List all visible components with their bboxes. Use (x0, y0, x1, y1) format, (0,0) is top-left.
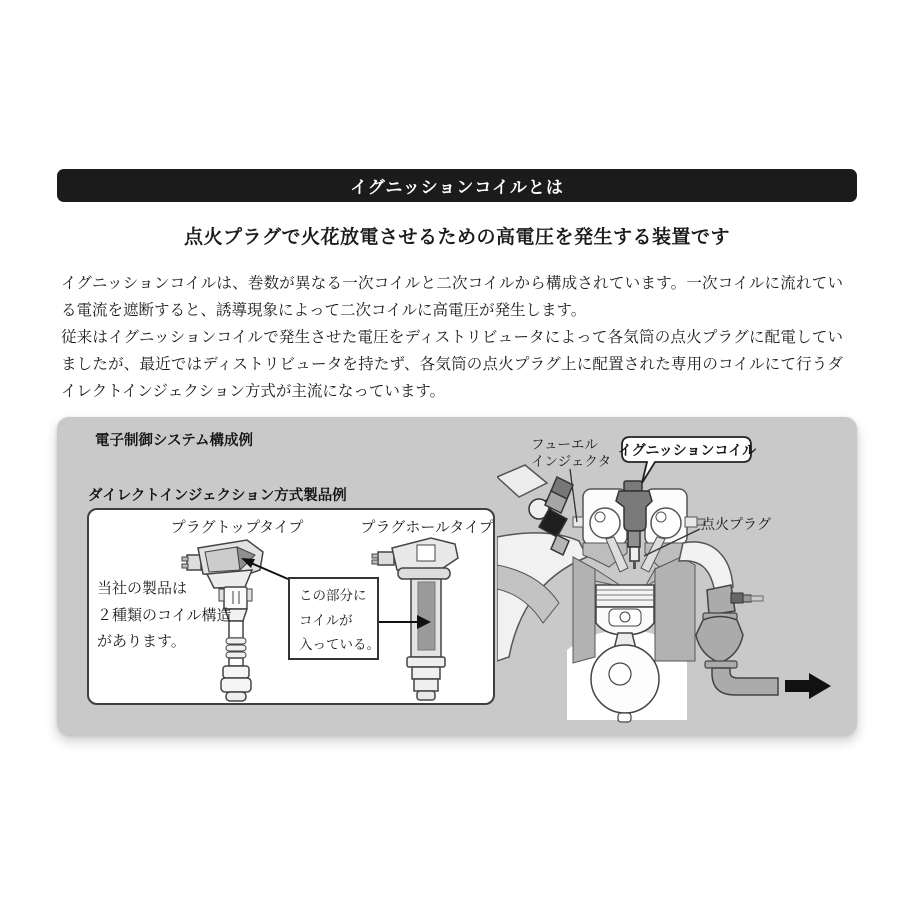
engine-cross-section (497, 425, 855, 725)
body-text (61, 270, 843, 405)
fuel-injector-label-line1: フューエル (531, 437, 598, 452)
section-title-bar (57, 169, 857, 202)
diagram-panel (57, 417, 857, 735)
company-note-line1: 当社の製品は (97, 580, 188, 597)
paragraph-2: 従来はイグニッションコイルで発生させた電圧をディストリビュータによって各気筒の点火プラグに配電していましたが、最近ではディストリビュータを持たず、各気筒の点火プラグ上に配置された専用のコイルにて行うダイレクトインジェクション方式が主流になっています。 (61, 329, 843, 400)
company-note-line2: ２種類のコイル構造 (97, 606, 232, 624)
coil-callout-box (288, 577, 379, 660)
fuel-injector-label (531, 437, 611, 470)
company-note (97, 576, 232, 656)
ignition-coil-bubble (618, 437, 757, 483)
company-note-line3: があります。 (97, 633, 186, 650)
plug-hole-type-label: プラグホールタイプ (360, 519, 494, 536)
product-example-label: ダイレクトインジェクション方式製品例 (88, 488, 347, 504)
flow-arrow-icon (785, 673, 831, 699)
coil-callout-line1: この部分に (299, 588, 367, 603)
paragraph-1: イグニッションコイルは、巻数が異なる一次コイルと二次コイルから構成されています。一次コイルに流れている電流を遮断すると、誘導現象によって二次コイルに高電圧が発生します。 (61, 275, 843, 319)
system-example-label: 電子制御システム構成例 (95, 433, 254, 449)
section-title: イグニッションコイルとは (350, 178, 564, 197)
coil-callout-line3: 入っている。 (299, 637, 380, 652)
spark-plug-label: 点火プラグ (701, 516, 771, 532)
piston (596, 585, 654, 635)
plug-top-type-label: プラグトップタイプ (170, 519, 304, 536)
headline: 点火プラグで火花放電させるための高電圧を発生する装置です (183, 227, 730, 248)
fuel-injector-label-line2: インジェクタ (531, 453, 612, 469)
coil-callout-line2: コイルが (299, 612, 353, 628)
plug-hole-coil-illustration (372, 538, 458, 700)
product-example-box (87, 508, 495, 705)
ignition-coil-bubble-label: イグニッションコイル (617, 442, 757, 458)
